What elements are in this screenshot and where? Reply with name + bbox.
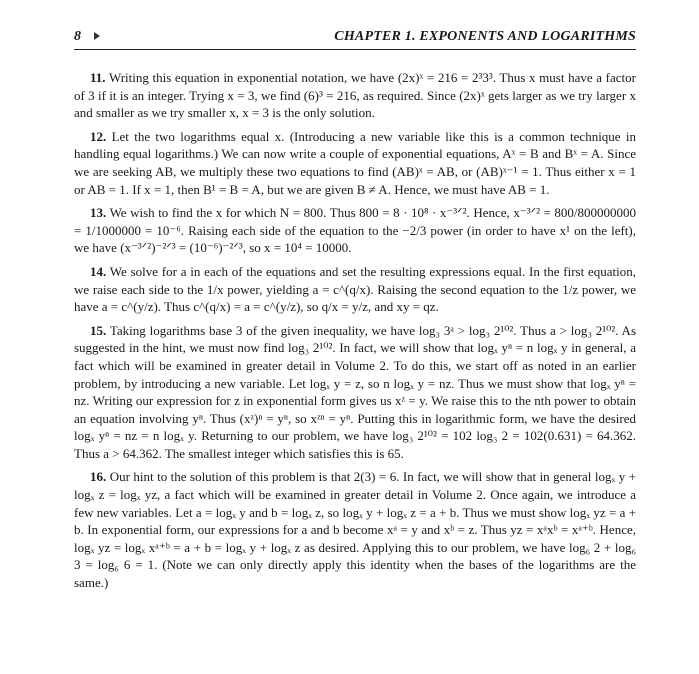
solution-text: We wish to find the x for which N = 800. Thus 800 = 8 · 10⁸ · x⁻³ᐟ². Hence, x⁻³ᐟ² = 800/800000000 = 1/1000000 = 10⁻⁶. Raising each side of the equation to the −2/3 power (in order to have x¹ on the left), we have (x⁻³ᐟ²)⁻²ᐟ³ = (10⁻⁶)⁻²ᐟ³, so x = 10⁴ = 10000. xyxy=(74,205,637,256)
solution-text: Our hint to the solution of this problem is that 2(3) = 6. In fact, we will show that in general logₓ y + logₓ z = logₓ yz, a fact which will be examined in greater detail in Volume 2. Once again, we introduce a few new variables. Let a = logₓ y and b = logₓ z, so logₓ y + logₓ z = a + b. Thus we must show logₓ yz = a + b. In exponential form, our expressions for a and b become xᵃ = y and xᵇ = z. Thus yz = xᵃxᵇ = xᵃ⁺ᵇ. Hence, logₓ yz = logₓ xᵃ⁺ᵇ = a + b = logₓ y + logₓ z as desired. Applying this to our problem, we have log₆ 2 + log₆ 3 = log₆ 6 = 1. (Note we can only directly apply this identity when the bases of the logarithms are the same.) xyxy=(74,469,636,591)
solution-16 xyxy=(74,468,636,591)
problem-number: 13. xyxy=(90,205,107,221)
problem-number: 14. xyxy=(90,263,107,279)
problem-number: 16. xyxy=(90,469,107,485)
solution-15 xyxy=(74,322,636,463)
triangle-right-icon xyxy=(94,32,100,40)
solutions-body xyxy=(74,69,636,598)
solution-13 xyxy=(74,204,636,257)
solution-11 xyxy=(74,69,636,122)
solution-14 xyxy=(74,263,636,316)
solution-text: Let the two logarithms equal x. (Introducing a new variable like this is a common technique in handling equal logarithms.) We can now write a couple of exponential equations, Aˣ = B and Bˣ = A. Since we are seeking AB, we multiply these two equations to find (AB)ˣ = AB, or (AB)ˣ⁻¹ = 1. Thus either x = 1 or AB = 1. If x = 1, then B¹ = B = A, but we are given B ≠ A. Hence, we must have AB = 1. xyxy=(74,128,637,197)
solution-text: Writing this equation in exponential notation, we have (2x)ˣ = 216 = 2³3³. Thus x must have a factor of 3 if it is an integer. Trying x = 3, we find (6)³ = 216, as required. Since (2x)ˣ gets larger as we try larger x and smaller as we try smaller x, x = 3 is the only solution. xyxy=(74,70,636,121)
problem-number: 11. xyxy=(90,70,106,85)
problem-number: 12. xyxy=(90,128,107,144)
solution-text: Taking logarithms base 3 of the given inequality, we have log₃ 3ᵃ > log₃ 2¹⁰². Thus a > log₃ 2¹⁰². As suggested in the hint, we must now find log₃ 2¹⁰². In fact, we will show that logₓ yⁿ = n logₓ y in general, a fact which will be examined in greater detail in Volume 2. To do this, we start off as noted in an earlier problem, by introducing a new variable. Let logₓ y = z, so n logₓ y = nz. Thus we must show that logₓ yⁿ = nz. Writing our expression for z in exponential form gives us xᶻ = y. We raise this to the nth power to obtain an equation involving yⁿ. Thus (xᶻ)ⁿ = yⁿ, so xᶻⁿ = yⁿ. Putting this in logarithmic form, we have the desired logₓ yⁿ = nz = n logₓ y. Returning to our problem, we have log₃ 2¹⁰² = 102 log₃ 2 = 102(0.631) = 64.362. Thus a > 64.362. The smallest integer which satisfies this is 65. xyxy=(74,322,637,461)
chapter-title: CHAPTER 1. EXPONENTS AND LOGARITHMS xyxy=(334,29,636,44)
problem-number: 15. xyxy=(90,322,107,338)
solution-text: We solve for a in each of the equations and set the resulting expressions equal. In the first equation, we raise each side to the 1/x power, yielding a = c^(q/x). Raising the second equation to the 1/z power, we have a = c^(y/z). Thus c^(q/x) = a = c^(y/z), so q/x = y/z, and xy = qz. xyxy=(74,263,636,315)
page-number: 8 xyxy=(74,29,81,44)
page-header xyxy=(74,27,636,50)
solution-12 xyxy=(74,128,636,198)
